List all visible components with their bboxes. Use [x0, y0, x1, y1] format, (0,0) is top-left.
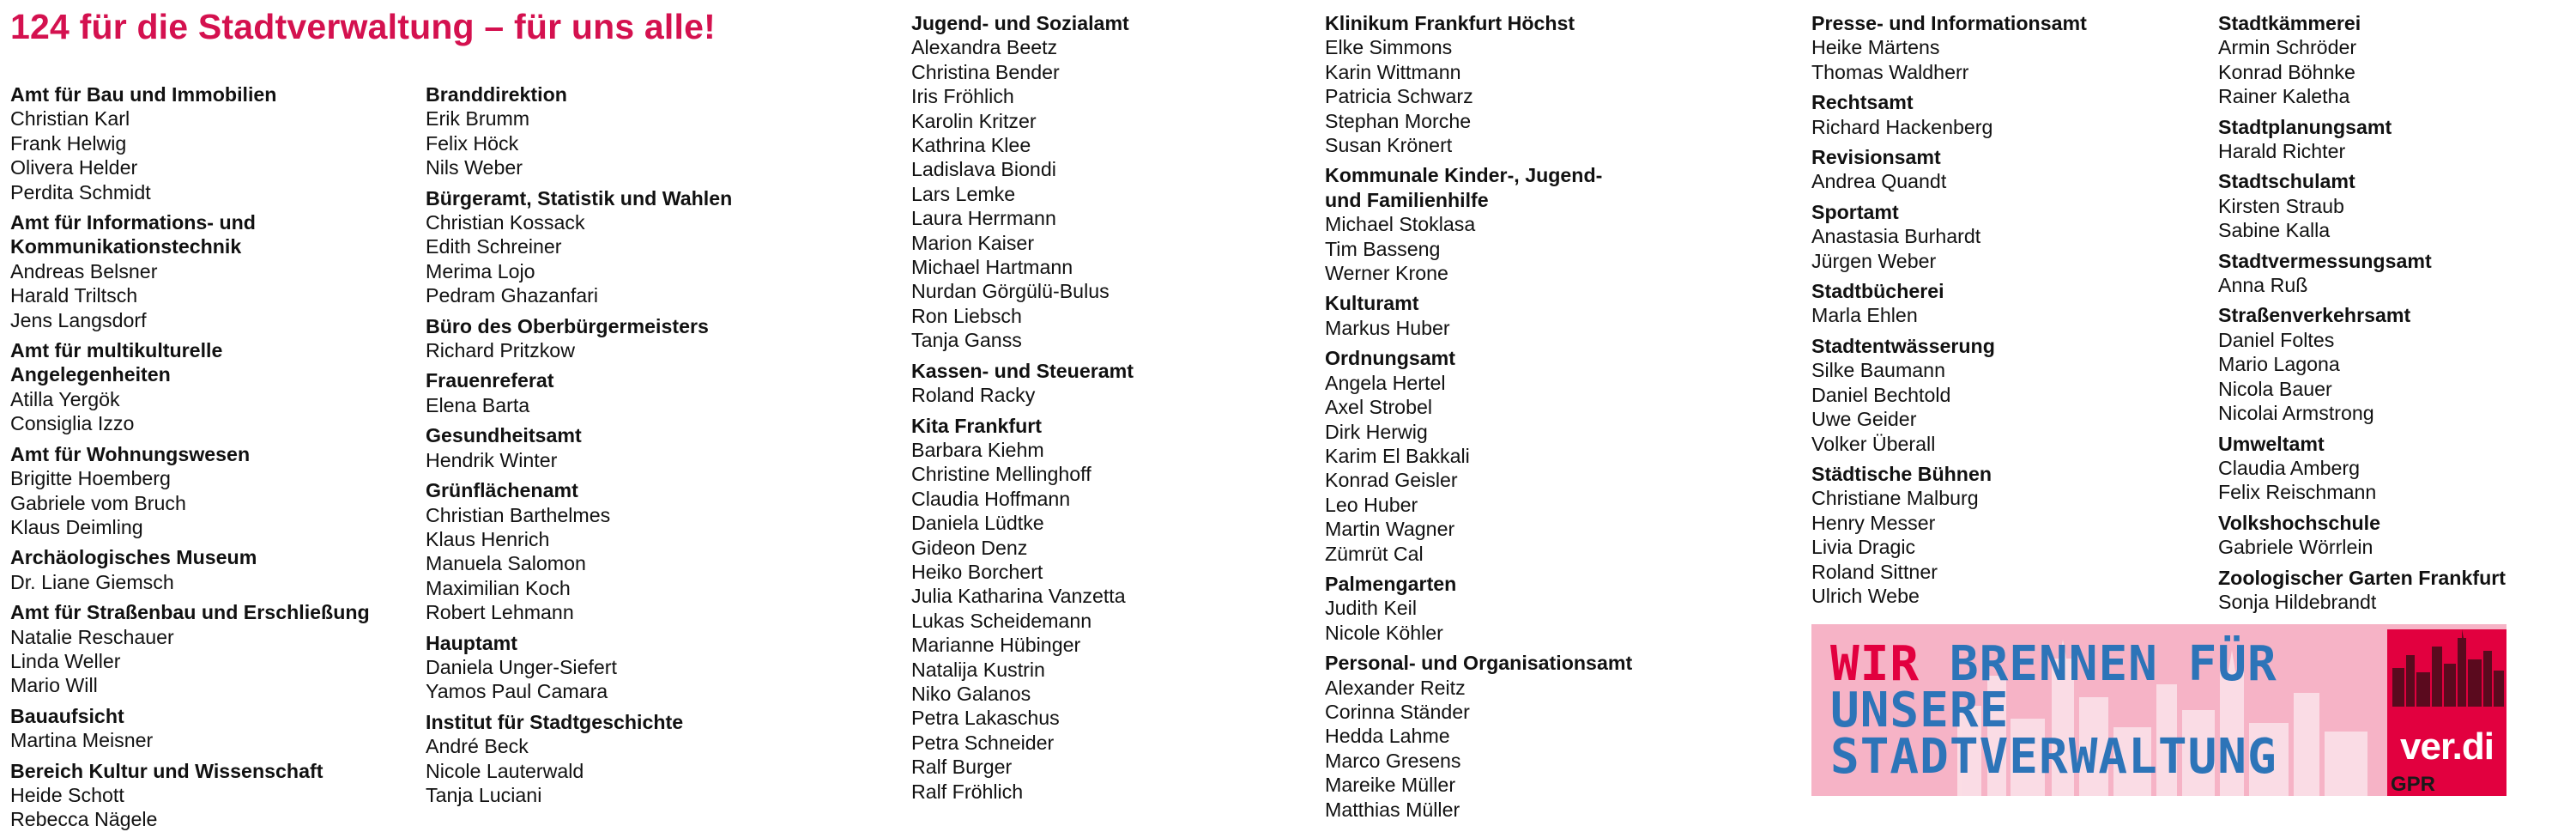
- department-name: Gesundheitsamt: [426, 424, 582, 447]
- department-name: Amt für multikulturelle Angelegenheiten: [10, 339, 223, 386]
- person-name: Karolin Kritzer: [911, 109, 1037, 132]
- department-section: [1811, 462, 2215, 608]
- department-section: [1811, 90, 2215, 139]
- person-name: Karim El Bakkali: [1325, 444, 1470, 467]
- department-section: [1325, 346, 1754, 566]
- person-name: Manuela Salomon: [426, 552, 586, 575]
- banner-slogan: [1830, 636, 2277, 785]
- person-name: Daniel Bechtold: [1811, 383, 1951, 406]
- department-name: Frauenreferat: [426, 369, 554, 392]
- person-name: Hendrik Winter: [426, 448, 558, 471]
- person-name: Marianne Hübinger: [911, 634, 1081, 657]
- person-name: Lukas Scheidemann: [911, 609, 1092, 632]
- department-section: [10, 704, 414, 753]
- person-name: Corinna Ständer: [1325, 700, 1470, 723]
- person-name: Matthias Müller: [1325, 798, 1460, 821]
- person-name: Alexander Reitz: [1325, 676, 1466, 699]
- banner-line-2: UNSERE: [1830, 683, 2010, 738]
- department-name: Stadtplanungsamt: [2218, 115, 2392, 138]
- department-name: Branddirektion: [426, 83, 567, 106]
- person-name: Gabriele Wörrlein: [2218, 536, 2373, 559]
- department-name: Büro des Oberbürgermeisters: [426, 314, 709, 337]
- banner-word-wir: WIR: [1830, 636, 1920, 692]
- department-name: Umweltamt: [2218, 432, 2325, 455]
- department-section: [2218, 511, 2570, 560]
- person-name: Werner Krone: [1325, 262, 1448, 285]
- department-name: Archäologisches Museum: [10, 546, 257, 569]
- person-name: Nicolai Armstrong: [2218, 402, 2374, 425]
- banner-word-brennen: BRENNEN FÜR: [1949, 636, 2277, 692]
- person-name: Mario Lagona: [2218, 353, 2340, 376]
- person-name: Harald Richter: [2218, 140, 2346, 163]
- department-name: Revisionsamt: [1811, 146, 1941, 169]
- person-name: Markus Huber: [1325, 316, 1450, 339]
- person-name: Roland Racky: [911, 384, 1036, 407]
- person-name: Rainer Kaletha: [2218, 85, 2350, 108]
- department-section: [1325, 572, 1754, 645]
- person-name: Klaus Henrich: [426, 527, 550, 550]
- department-name: Grünflächenamt: [426, 479, 578, 502]
- person-name: Andrea Quandt: [1811, 170, 1947, 193]
- person-name: Ralf Burger: [911, 756, 1013, 779]
- department-name: Klinikum Frankfurt Höchst: [1325, 12, 1575, 34]
- department-name: Jugend- und Sozialamt: [911, 12, 1129, 34]
- person-name: Nicole Lauterwald: [426, 759, 584, 782]
- person-name: Tanja Ganss: [911, 329, 1022, 352]
- department-section: [426, 710, 872, 808]
- person-name: Marco Gresens: [1325, 749, 1461, 772]
- person-name: Linda Weller: [10, 649, 121, 672]
- person-name: Kirsten Straub: [2218, 194, 2344, 217]
- department-section: [2218, 566, 2570, 615]
- person-name: Ulrich Webe: [1811, 584, 1920, 607]
- person-name: Michael Hartmann: [911, 256, 1073, 279]
- department-name: Bereich Kultur und Wissenschaft: [10, 759, 324, 782]
- person-name: Claudia Hoffmann: [911, 487, 1071, 510]
- department-section: [10, 545, 414, 594]
- department-section: [426, 314, 872, 363]
- person-name: Dirk Herwig: [1325, 420, 1428, 443]
- person-name: Nurdan Görgülü-Bulus: [911, 280, 1110, 303]
- column-4: [1325, 11, 1754, 828]
- department-name: Zoologischer Garten Frankfurt: [2218, 566, 2506, 589]
- person-name: Alexandra Beetz: [911, 36, 1058, 59]
- department-section: [1325, 163, 1754, 285]
- department-section: [10, 338, 414, 436]
- person-name: Elena Barta: [426, 393, 530, 416]
- person-name: Christiane Malburg: [1811, 487, 1979, 510]
- page-title: 124 für die Stadtverwaltung – für uns alle!: [10, 7, 716, 46]
- person-name: Elke Simmons: [1325, 36, 1453, 59]
- department-section: [10, 759, 414, 832]
- department-section: [911, 414, 1315, 805]
- campaign-banner: [1811, 624, 2506, 796]
- person-name: Christine Mellinghoff: [911, 463, 1091, 486]
- person-name: Silke Baumann: [1811, 359, 1945, 382]
- person-name: Andreas Belsner: [10, 259, 158, 282]
- department-name: Städtische Bühnen: [1811, 462, 1992, 485]
- verdi-logo: [2387, 629, 2506, 796]
- person-name: Lars Lemke: [911, 182, 1016, 205]
- logo-wordmark: ver.di: [2400, 726, 2494, 768]
- person-name: Kathrina Klee: [911, 134, 1031, 157]
- department-section: [426, 82, 872, 180]
- person-name: Frank Helwig: [10, 131, 127, 155]
- department-section: [426, 423, 872, 472]
- person-name: Hedda Lahme: [1325, 725, 1450, 748]
- person-name: Klaus Deimling: [10, 515, 143, 538]
- department-section: [426, 186, 872, 308]
- department-section: [426, 368, 872, 417]
- person-name: Felix Höck: [426, 131, 519, 155]
- person-name: Angela Hertel: [1325, 371, 1446, 394]
- department-section: [2218, 11, 2570, 109]
- person-name: Laura Herrmann: [911, 207, 1056, 230]
- department-name: Hauptamt: [426, 631, 517, 654]
- department-name: Kassen- und Steueramt: [911, 359, 1134, 382]
- person-name: André Beck: [426, 735, 529, 758]
- department-name: Kulturamt: [1325, 292, 1419, 315]
- person-name: Jürgen Weber: [1811, 249, 1937, 272]
- person-name: Christian Karl: [10, 107, 130, 131]
- person-name: Konrad Geisler: [1325, 469, 1458, 492]
- person-name: Martina Meisner: [10, 729, 154, 752]
- person-name: Christina Bender: [911, 60, 1060, 83]
- person-name: Petra Lakaschus: [911, 707, 1060, 730]
- department-section: [1811, 145, 2215, 194]
- department-section: [1811, 334, 2215, 456]
- department-name: Stadtvermessungsamt: [2218, 249, 2432, 272]
- person-name: Sonja Hildebrandt: [2218, 590, 2377, 613]
- person-name: Thomas Waldherr: [1811, 60, 1969, 83]
- person-name: Richard Hackenberg: [1811, 115, 1993, 138]
- person-name: Daniel Foltes: [2218, 328, 2335, 351]
- department-section: [2218, 249, 2570, 298]
- column-2: [426, 82, 872, 813]
- department-name: Stadtbücherei: [1811, 280, 1944, 303]
- department-section: [1325, 11, 1754, 157]
- department-section: [1811, 11, 2215, 84]
- department-name: Stadtschulamt: [2218, 170, 2355, 193]
- person-name: Merima Lojo: [426, 259, 535, 282]
- person-name: Armin Schröder: [2218, 36, 2357, 59]
- person-name: Livia Dragic: [1811, 536, 1916, 559]
- person-name: Consiglia Izzo: [10, 412, 135, 435]
- person-name: Ralf Fröhlich: [911, 780, 1024, 803]
- person-name: Claudia Amberg: [2218, 456, 2360, 479]
- department-section: [2218, 303, 2570, 425]
- department-section: [2218, 115, 2570, 164]
- person-name: Maximilian Koch: [426, 576, 571, 599]
- person-name: Martin Wagner: [1325, 518, 1455, 541]
- column-6: [2218, 11, 2570, 620]
- person-name: Judith Keil: [1325, 597, 1417, 620]
- person-name: Heiko Borchert: [911, 560, 1043, 583]
- department-name: Bauaufsicht: [10, 704, 124, 727]
- person-name: Volker Überall: [1811, 432, 1936, 455]
- person-name: Stephan Morche: [1325, 109, 1472, 132]
- person-name: Niko Galanos: [911, 682, 1031, 705]
- person-name: Dr. Liane Giemsch: [10, 570, 174, 593]
- department-name: Personal- und Organisationsamt: [1325, 652, 1633, 675]
- department-name: Stadtentwässerung: [1811, 334, 1995, 357]
- department-name: Amt für Informations- und Kommunikationstechnik: [10, 211, 256, 258]
- person-name: Nils Weber: [426, 156, 523, 179]
- person-name: Pedram Ghazanfari: [426, 284, 599, 307]
- column-5: [1811, 11, 2215, 614]
- person-name: Sabine Kalla: [2218, 219, 2331, 242]
- department-section: [10, 442, 414, 540]
- person-name: Yamos Paul Camara: [426, 680, 608, 703]
- person-name: Robert Lehmann: [426, 601, 574, 624]
- department-section: [426, 631, 872, 704]
- person-name: Karin Wittmann: [1325, 60, 1461, 83]
- person-name: Nicola Bauer: [2218, 377, 2332, 400]
- department-name: Amt für Straßenbau und Erschließung: [10, 601, 370, 624]
- person-name: Natalija Kustrin: [911, 658, 1045, 681]
- department-section: [2218, 432, 2570, 505]
- person-name: Mario Will: [10, 674, 98, 697]
- department-section: [10, 82, 414, 204]
- person-name: Daniela Lüdtke: [911, 512, 1044, 535]
- person-name: Christian Barthelmes: [426, 503, 611, 526]
- column-1: [10, 82, 414, 838]
- person-name: Erik Brumm: [426, 107, 530, 131]
- person-name: Henry Messer: [1811, 511, 1936, 534]
- person-name: Axel Strobel: [1325, 396, 1433, 419]
- department-name: Amt für Wohnungswesen: [10, 442, 251, 465]
- department-name: Straßenverkehrsamt: [2218, 304, 2411, 327]
- person-name: Marion Kaiser: [911, 231, 1035, 254]
- department-name: Volkshochschule: [2218, 511, 2380, 534]
- department-name: Institut für Stadtgeschichte: [426, 710, 684, 733]
- person-name: Heike Märtens: [1811, 36, 1940, 59]
- person-name: Olivera Helder: [10, 156, 138, 179]
- department-section: [10, 600, 414, 698]
- person-name: Perdita Schmidt: [10, 180, 151, 203]
- person-name: Rebecca Nägele: [10, 808, 158, 831]
- department-section: [911, 11, 1315, 353]
- department-name: Amt für Bau und Immobilien: [10, 83, 277, 106]
- department-name: Ordnungsamt: [1325, 347, 1456, 370]
- person-name: Michael Stoklasa: [1325, 213, 1476, 236]
- department-section: [426, 478, 872, 624]
- person-name: Leo Huber: [1325, 493, 1418, 516]
- person-name: Gideon Denz: [911, 536, 1028, 559]
- person-name: Harald Triltsch: [10, 284, 138, 307]
- department-section: [2218, 169, 2570, 242]
- department-name: Presse- und Informationsamt: [1811, 12, 2087, 34]
- person-name: Tanja Luciani: [426, 783, 542, 806]
- person-name: Jens Langsdorf: [10, 308, 147, 331]
- person-name: Ladislava Biondi: [911, 158, 1056, 181]
- department-name: Kommunale Kinder-, Jugend- und Familienhilfe: [1325, 164, 1603, 211]
- person-name: Nicole Köhler: [1325, 621, 1443, 644]
- person-name: Iris Fröhlich: [911, 85, 1014, 108]
- person-name: Susan Krönert: [1325, 134, 1453, 157]
- person-name: Gabriele vom Bruch: [10, 491, 186, 514]
- banner-line-3: STADTVERWALTUNG: [1830, 729, 2277, 785]
- department-name: Bürgeramt, Statistik und Wahlen: [426, 186, 733, 210]
- person-name: Konrad Böhnke: [2218, 60, 2355, 83]
- person-name: Roland Sittner: [1811, 560, 1938, 583]
- person-name: Petra Schneider: [911, 731, 1055, 754]
- person-name: Tim Basseng: [1325, 237, 1441, 260]
- department-section: [1325, 291, 1754, 340]
- department-section: [911, 359, 1315, 408]
- person-name: Christian Kossack: [426, 211, 585, 234]
- department-name: Palmengarten: [1325, 572, 1457, 595]
- department-name: Sportamt: [1811, 200, 1899, 223]
- person-name: Zümrüt Cal: [1325, 542, 1424, 565]
- department-section: [1811, 200, 2215, 273]
- department-name: Rechtsamt: [1811, 91, 1914, 114]
- person-name: Anna Ruß: [2218, 274, 2308, 297]
- logo-skyline-icon: [2387, 629, 2506, 707]
- column-3: [911, 11, 1315, 810]
- person-name: Heide Schott: [10, 783, 124, 806]
- person-name: Julia Katharina Vanzetta: [911, 585, 1126, 608]
- person-name: Marla Ehlen: [1811, 304, 1918, 327]
- person-name: Atilla Yergök: [10, 387, 120, 410]
- person-name: Patricia Schwarz: [1325, 85, 1473, 108]
- person-name: Natalie Reschauer: [10, 625, 174, 648]
- person-name: Ron Liebsch: [911, 304, 1022, 327]
- person-name: Brigitte Hoemberg: [10, 467, 171, 490]
- department-name: Stadtkämmerei: [2218, 12, 2361, 34]
- gpr-label: GPR: [2391, 773, 2436, 796]
- person-name: Mareike Müller: [1325, 774, 1456, 797]
- person-name: Felix Reischmann: [2218, 481, 2377, 504]
- department-section: [1325, 651, 1754, 822]
- department-section: [10, 210, 414, 332]
- person-name: Daniela Unger-Siefert: [426, 655, 617, 678]
- department-name: Kita Frankfurt: [911, 414, 1043, 437]
- person-name: Richard Pritzkow: [426, 339, 575, 362]
- person-name: Anastasia Burhardt: [1811, 225, 1981, 248]
- department-section: [1811, 279, 2215, 328]
- person-name: Barbara Kiehm: [911, 438, 1044, 461]
- person-name: Uwe Geider: [1811, 408, 1917, 431]
- person-name: Edith Schreiner: [426, 235, 562, 258]
